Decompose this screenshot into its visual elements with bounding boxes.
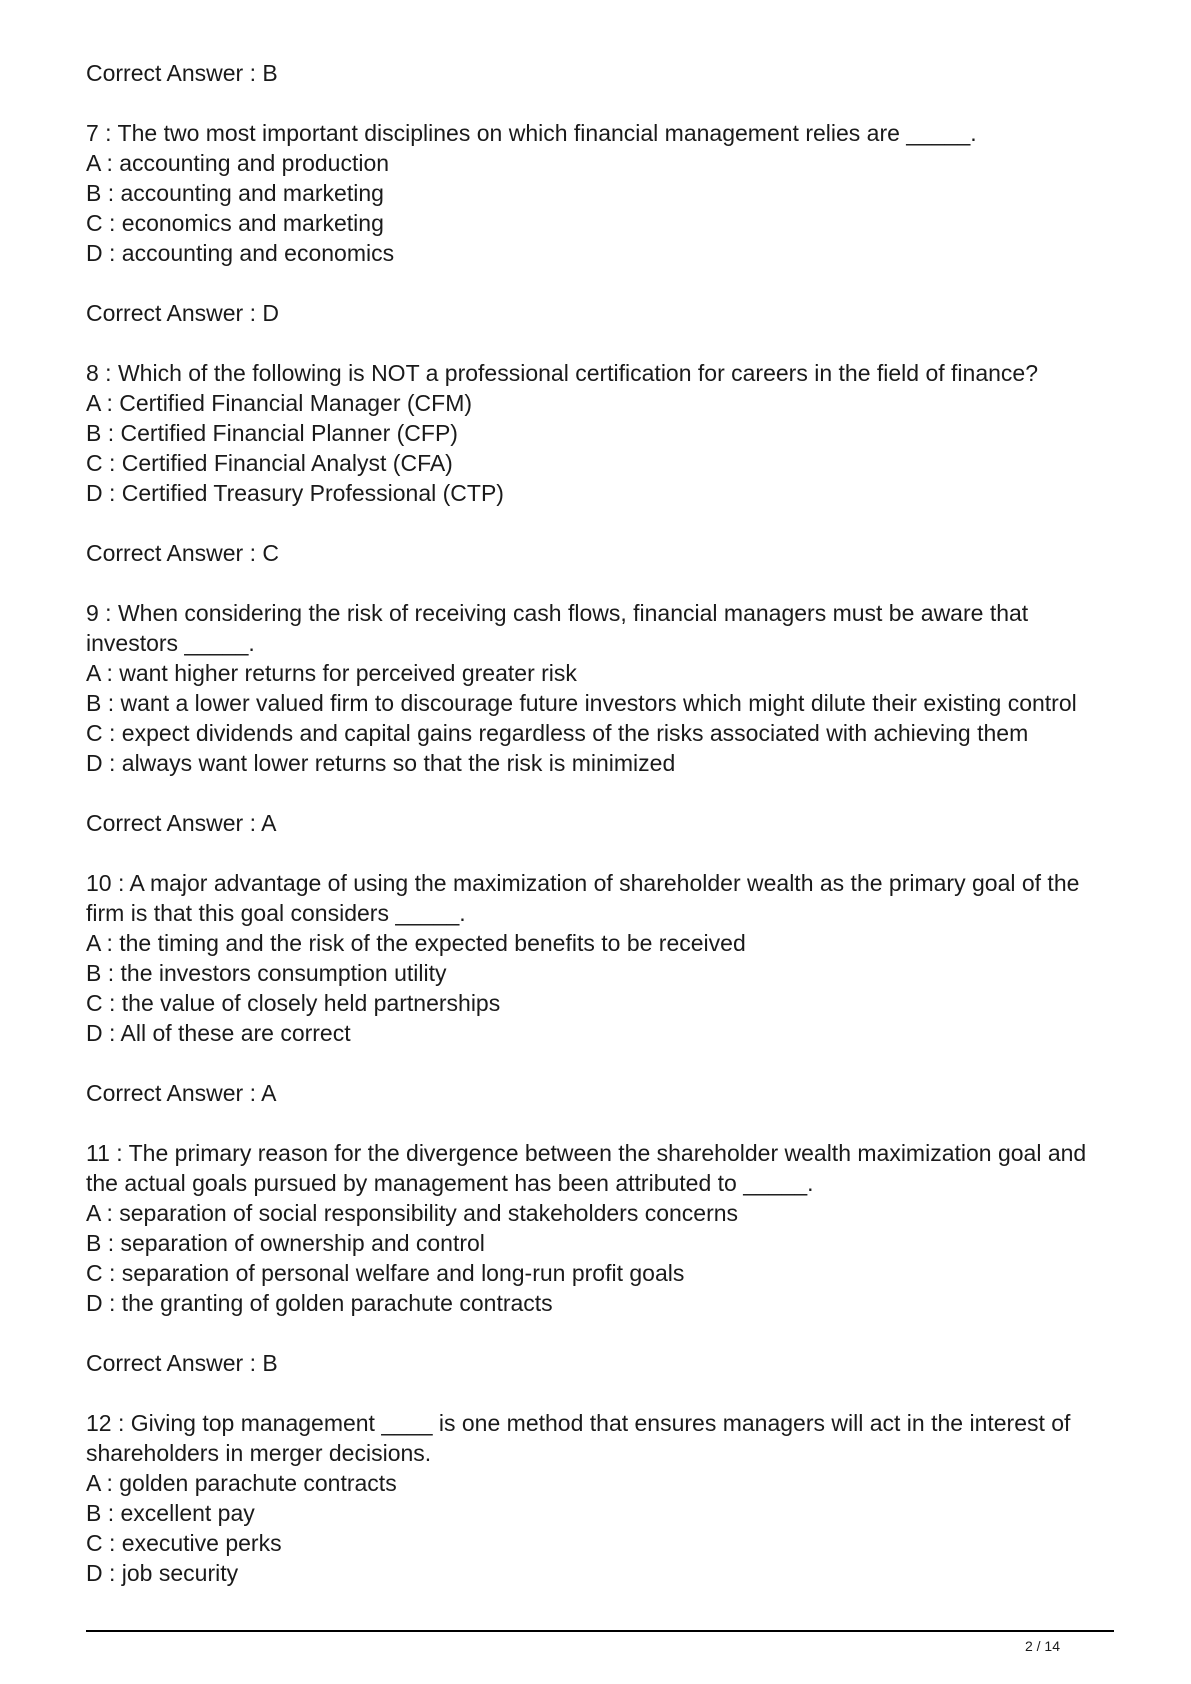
correct-answer-11: Correct Answer : B — [86, 1350, 278, 1376]
option-c: C : Certified Financial Analyst (CFA) — [86, 450, 453, 476]
option-a: A : Certified Financial Manager (CFM) — [86, 390, 473, 416]
question-text: 8 : Which of the following is NOT a professional certification for careers in the field of finance? — [86, 360, 1038, 386]
option-d: D : accounting and economics — [86, 240, 395, 266]
option-c: C : expect dividends and capital gains regardless of the risks associated with achieving them — [86, 720, 1029, 746]
question-text: 7 : The two most important disciplines on which financial management relies are _____. — [86, 120, 977, 146]
question-10 — [86, 868, 1116, 1048]
option-c: C : separation of personal welfare and long-run profit goals — [86, 1260, 685, 1286]
correct-answer-8: Correct Answer : C — [86, 540, 279, 566]
correct-answer-7: Correct Answer : D — [86, 300, 279, 326]
page-number: 2 / 14 — [1024, 1638, 1060, 1654]
option-b: B : the investors consumption utility — [86, 960, 447, 986]
option-d: D : the granting of golden parachute contracts — [86, 1290, 553, 1316]
option-b: B : want a lower valued firm to discourage future investors which might dilute their existing control — [86, 690, 1077, 716]
option-b: B : Certified Financial Planner (CFP) — [86, 420, 458, 446]
option-a: A : golden parachute contracts — [86, 1470, 397, 1496]
option-c: C : the value of closely held partnerships — [86, 990, 501, 1016]
option-b: B : accounting and marketing — [86, 180, 384, 206]
option-c: C : executive perks — [86, 1530, 282, 1556]
option-c: C : economics and marketing — [86, 210, 384, 236]
question-text: 10 : A major advantage of using the maximization of shareholder wealth as the primary goal of the firm is that this goal considers _____. — [86, 870, 1080, 926]
footer-divider — [86, 1630, 1114, 1632]
question-7 — [86, 118, 1116, 268]
option-b: B : separation of ownership and control — [86, 1230, 485, 1256]
option-d: D : All of these are correct — [86, 1020, 351, 1046]
option-a: A : the timing and the risk of the expected benefits to be received — [86, 930, 746, 956]
correct-answer-6: Correct Answer : B — [86, 60, 278, 86]
option-a: A : accounting and production — [86, 150, 390, 176]
question-9 — [86, 598, 1116, 778]
option-d: D : always want lower returns so that the risk is minimized — [86, 750, 676, 776]
question-text: 9 : When considering the risk of receiving cash flows, financial managers must be aware that investors _____. — [86, 600, 1029, 656]
question-text: 11 : The primary reason for the divergence between the shareholder wealth maximization goal and the actual goals pursued by management has been attributed to _____. — [86, 1140, 1087, 1196]
question-8 — [86, 358, 1116, 508]
option-d: D : job security — [86, 1560, 239, 1586]
correct-answer-10: Correct Answer : A — [86, 1080, 277, 1106]
option-a: A : want higher returns for perceived greater risk — [86, 660, 577, 686]
option-a: A : separation of social responsibility and stakeholders concerns — [86, 1200, 739, 1226]
question-text: 12 : Giving top management ____ is one method that ensures managers will act in the interest of shareholders in merger decisions. — [86, 1410, 1071, 1466]
document-page — [86, 58, 1116, 1618]
question-11 — [86, 1138, 1116, 1318]
question-12 — [86, 1408, 1116, 1588]
option-b: B : excellent pay — [86, 1500, 255, 1526]
correct-answer-9: Correct Answer : A — [86, 810, 277, 836]
option-d: D : Certified Treasury Professional (CTP) — [86, 480, 504, 506]
